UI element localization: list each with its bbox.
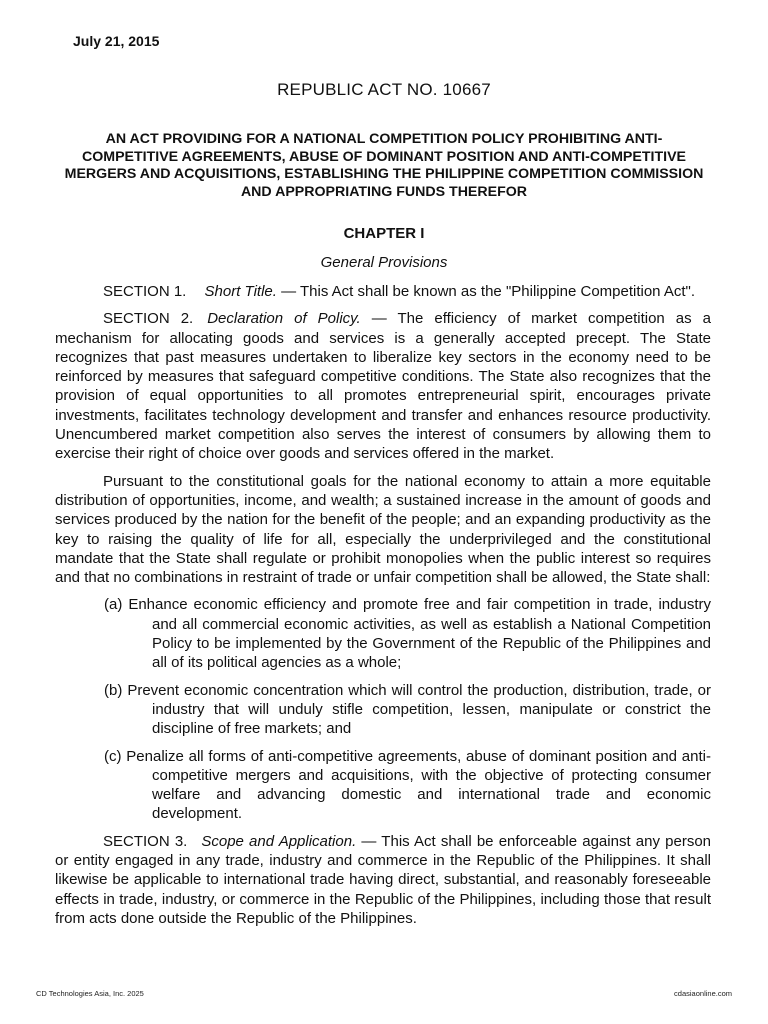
section-3	[55, 832, 711, 928]
section-2-heading: Declaration of Policy.	[207, 310, 361, 328]
section-3-label: SECTION 3.	[103, 832, 188, 850]
section-2	[55, 309, 711, 463]
policy-list	[55, 595, 711, 823]
pursuant-paragraph: Pursuant to the constitutional goals for the national economy to attain a more equitable distribution of opportunities, income, and wealth; a sustained increase in the amount of goods and services produced by the nation for the benefit of the people; and an expanding productivity as the key to raising the quality of life for all, especially the underprivileged and the constitutional mandate that the State shall regulate or prohibit monopolies when the public interest so requires and that no combinations in restraint of trade or unfair competition shall be allowed, the State shall:	[55, 472, 711, 587]
footer-website: cdasiaonline.com	[674, 989, 732, 998]
chapter-heading: CHAPTER I	[343, 225, 425, 242]
section-3-heading: Scope and Application.	[201, 832, 357, 850]
act-number: REPUBLIC ACT NO. 10667	[277, 80, 491, 99]
section-1	[55, 282, 711, 301]
policy-item-a: (a) Enhance economic efficiency and promote free and fair competition in trade, industry and all commercial economic activities, as well as establish a National Competition Policy to be implemented by the Government of the Republic of the Philippines and all of its political agencies as a whole;	[104, 596, 711, 672]
chapter-subtitle: General Provisions	[320, 254, 448, 271]
section-3-text: — This Act shall be enforceable against any person or entity engaged in any trade, industry and commerce in the Republic of the Philippines. It shall likewise be applicable to international trade having direct, substantial, and reasonably foreseeable effects in trade, industry, or commerce in the Republic of the Philippines, including those that result from acts done outside the Republic of the Philippines.	[55, 832, 712, 927]
policy-item-b: (b) Prevent economic concentration which will control the production, distribution, trade, or industry that will unduly stifle competition, lessen, manipulate or constrict the discipline of free markets; and	[104, 681, 711, 738]
section-1-label: SECTION 1.	[103, 283, 187, 300]
document-body	[55, 282, 711, 936]
section-1-heading: Short Title.	[204, 283, 277, 300]
section-2-text: — The efficiency of market competition as a mechanism for allocating goods and services is a generally accepted precept. The State recognizes that past measures undertaken to liberalize key sectors in the economy need to be reinforced by measures that safeguard competitive conditions. The State also recognizes that the provision of equal opportunities to all promotes entrepreneurial spirit, encourages private investments, facilitates technology development and transfer and enhances resource productivity. Unencumbered market competition also serves the interest of consumers by allowing them to exercise their right of choice over goods and services offered in the market.	[55, 310, 711, 463]
footer-publisher: CD Technologies Asia, Inc. 2025	[36, 989, 144, 998]
section-2-label: SECTION 2.	[103, 310, 194, 328]
act-title: AN ACT PROVIDING FOR A NATIONAL COMPETITION POLICY PROHIBITING ANTI-COMPETITIVE AGREEMENTS, ABUSE OF DOMINANT POSITION AND ANTI-COMPETITIVE MERGERS AND ACQUISITIONS, ESTABLISHING THE PHILIPPINE COMPETITION COMMISSION AND APPROPRIATING FUNDS THEREFOR	[64, 131, 704, 200]
section-1-text: — This Act shall be known as the "Philippine Competition Act".	[276, 283, 696, 300]
document-date: July 21, 2015	[73, 33, 160, 49]
policy-item-c: (c) Penalize all forms of anti-competitive agreements, abuse of dominant position and anti-competitive mergers and acquisitions, with the objective of protecting consumer welfare and advancing domestic and international trade and economic development.	[104, 747, 711, 823]
